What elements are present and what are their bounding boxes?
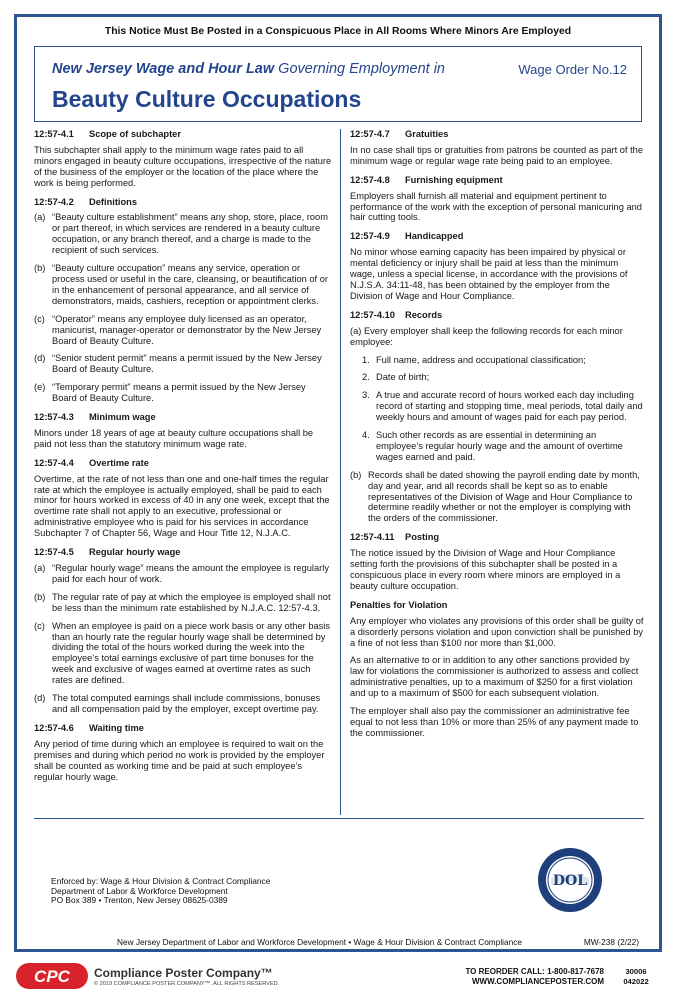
list-item <box>34 693 332 715</box>
list-item <box>362 390 644 423</box>
item-text: The regular rate of pay at which the employee is employed shall not be less than the minimum rate established by N.J.A.C. 12:57-4.3. <box>52 591 331 613</box>
section-title: Furnishing equipment <box>405 174 503 185</box>
section-minimum-wage <box>34 412 332 450</box>
section-scope <box>34 129 332 189</box>
enforced-by: Enforced by: Wage & Hour Division & Contract Compliance <box>51 876 271 886</box>
left-column <box>34 129 332 790</box>
list-item <box>34 382 332 404</box>
section-title: Posting <box>405 532 440 543</box>
section-text: No minor whose earning capacity has been impaired by physical or mental deficiency or injury shall be paid at less than the minimum wage, unless a special license, in accordance with the provisions of N.J.S.A. 34:11-48, has been obtained by the employer from the Division of Wage and Hour Compliance. <box>350 247 628 301</box>
list-item <box>34 563 332 585</box>
item-label: 4. <box>362 430 370 441</box>
section-number: 12:57-4.6 <box>34 722 74 733</box>
section-gratuities <box>350 129 644 167</box>
section-overtime-rate <box>34 458 332 539</box>
law-subtitle: Governing Employment in <box>274 61 445 77</box>
logo-text: CPC <box>34 967 70 986</box>
item-text: The total computed earnings shall include commissions, bonuses and all compensation paid by the employer, except overtime pay. <box>52 693 321 714</box>
item-label: (e) <box>34 382 46 393</box>
item-label: (b) <box>350 469 362 480</box>
section-number: 12:57-4.9 <box>350 231 390 242</box>
item-text: “Senior student permit” means a permit issued by the New Jersey Board of Beauty Culture. <box>52 353 322 375</box>
section-number: 12:57-4.3 <box>34 412 74 423</box>
section-text: (a) Every employer shall keep the following records for each minor employee: <box>350 325 623 347</box>
section-title: Waiting time <box>89 722 144 733</box>
section-definitions <box>34 197 332 405</box>
section-title: Regular hourly wage <box>89 547 181 558</box>
seal-text: DOL <box>552 873 588 889</box>
item-text: “Operator” means any employee duly licensed as an operator, manicurist, manager-operator or demonstrator by the New Jersey Board of Beauty Culture. <box>52 313 322 346</box>
sku-date: 042022 <box>623 977 649 986</box>
item-label: (d) <box>34 693 46 704</box>
copyright: © 2019 COMPLIANCE POSTER COMPANY™. ALL RIGHTS RESERVED. <box>94 981 280 987</box>
section-records <box>350 310 644 525</box>
list-item <box>362 430 644 463</box>
publisher-name: Compliance Poster Company™ <box>94 966 273 980</box>
section-text: This subchapter shall apply to the minimum wage rates paid to all minors engaged in beauty culture occupations, irrespective of the nature of the business of the employer or the location of the place where the work is being performed. <box>34 144 332 188</box>
wage-order-number: Wage Order No.12 <box>518 62 627 77</box>
list-item <box>362 372 644 383</box>
section-text: Any period of time during which an employee is required to wait on the premises and during which period no work is provided by the employer shall be counted as working time and be paid at such employee’s regular hourly wage. <box>34 738 325 782</box>
section-title: Penalties for Violation <box>350 599 448 610</box>
page-title: Beauty Culture Occupations <box>52 86 362 112</box>
item-label: 3. <box>362 390 370 401</box>
item-text: Full name, address and occupational classification; <box>376 354 586 365</box>
item-text: When an employee is paid on a piece work basis or any other basis than an hourly rate the regular hourly wage shall be determined by dividing the total of the hours worked during the week into the employee’s total earnings exclusive of part time bonuses for the week and exclusive of wages earned at overtime rates as such rates are defined. <box>52 620 331 686</box>
reorder-info <box>432 967 604 987</box>
section-number: 12:57-4.5 <box>34 547 74 558</box>
list-item <box>34 592 332 614</box>
section-furnishing-equipment <box>350 175 644 224</box>
section-text: As an alternative to or in addition to any other sanctions provided by law for violations the commissioner is authorized to assess and collect administrative penalties, up to a maximum of $250 for a first violation and up to a maximum of $500 for each subsequent violation. <box>350 655 639 699</box>
list-item <box>34 263 332 307</box>
section-title: Gratuities <box>405 129 449 139</box>
section-number: 12:57-4.10 <box>350 309 395 320</box>
section-penalties <box>350 600 644 739</box>
posting-notice: This Notice Must Be Posted in a Conspicuous Place in All Rooms Where Minors Are Employed <box>104 26 572 37</box>
address: PO Box 389 • Trenton, New Jersey 08625-0389 <box>51 895 228 906</box>
section-number: 12:57-4.7 <box>350 129 390 139</box>
title-box <box>34 46 642 122</box>
department: Department of Labor & Workforce Development <box>51 885 228 896</box>
section-waiting-time <box>34 723 332 783</box>
item-label: 2. <box>362 372 370 383</box>
form-number: MW-238 (2/22) <box>583 937 639 947</box>
section-text: Employers shall furnish all material and equipment pertinent to performance of the work with the exception of personal manicuring and hair cutting tools. <box>350 190 642 223</box>
cpc-logo-icon <box>16 963 88 989</box>
item-label: (c) <box>34 620 45 631</box>
section-number: 12:57-4.1 <box>34 129 74 139</box>
section-title: Records <box>405 309 443 320</box>
section-title: Scope of subchapter <box>89 129 181 139</box>
section-title: Overtime rate <box>89 457 149 468</box>
department-footer: New Jersey Department of Labor and Workforce Development • Wage & Hour Division & Contract Compliance <box>117 937 523 947</box>
list-item <box>34 353 332 375</box>
section-text: The notice issued by the Division of Wage and Hour Compliance setting forth the provisions of this subchapter shall be posted in a conspicuous place in every room where minors are employed in a beauty culture occupation. <box>350 548 621 591</box>
section-handicapped <box>350 231 644 301</box>
item-text: “Beauty culture occupation” means any service, operation or process used or useful in the care, cleansing, or beautification of or in the enhancement of personal appearance, and all service of demonstrators, maids, cashiers, reception or appointment clerks. <box>52 263 328 306</box>
section-title: Handicapped <box>405 231 464 242</box>
item-label: (b) <box>34 591 46 602</box>
column-divider <box>340 129 341 815</box>
item-label: (d) <box>34 353 46 364</box>
section-number: 12:57-4.4 <box>34 457 74 468</box>
product-code <box>614 967 658 987</box>
sku-number: 30006 <box>625 967 647 976</box>
list-item <box>362 355 644 366</box>
dol-seal-icon <box>537 847 603 913</box>
enforcement-info <box>51 877 270 906</box>
item-label: (a) <box>34 563 46 573</box>
reorder-phone: TO REORDER CALL: 1-800-817-7678 <box>465 967 604 976</box>
item-text: Records shall be dated showing the payroll ending date by month, day and year, and all records shall be kept so as to enable representatives of the Division of Wage and Hour Compliance to determine readily whether or not the employer is complying with the orders of the commissioner. <box>368 469 640 524</box>
item-label: (c) <box>34 313 45 324</box>
section-number: 12:57-4.2 <box>34 196 74 207</box>
item-text: “Regular hourly wage” means the amount the employee is regularly paid for each hour of work. <box>52 563 329 584</box>
item-label: 1. <box>362 354 370 365</box>
reorder-website: WWW.COMPLIANCEPOSTER.COM <box>472 977 604 986</box>
section-text: Any employer who violates any provisions of this order shall be guilty of a disorderly persons violation and upon conviction shall be punished by a fine of not less than $100 nor more than $1,000. <box>350 615 644 648</box>
section-text: Minors under 18 years of age at beauty culture occupations shall be paid not less than the statutory minimum wage rate. <box>34 427 314 449</box>
section-regular-hourly-wage <box>34 547 332 715</box>
publisher-bar <box>0 958 675 1000</box>
section-text: The employer shall also pay the commissioner an administrative fee equal to not less than 10% or more than 25% of any payment made to the commissioner. <box>350 706 639 738</box>
list-item <box>34 212 332 256</box>
item-text: Date of birth; <box>376 372 430 383</box>
section-text: In no case shall tips or gratuities from patrons be counted as part of the minimum wage or regular wage rate being paid to an employee. <box>350 144 644 166</box>
section-title: Definitions <box>89 196 138 207</box>
list-item <box>34 621 332 686</box>
section-number: 12:57-4.11 <box>350 532 395 543</box>
list-item <box>350 470 644 525</box>
item-text: “Beauty culture establishment” means any shop, store, place, room or part thereof, in which services are rendered in a beauty culture occupation, or any branch thereof, and a charge is made to the recipient of such services. <box>52 212 328 256</box>
item-label: (b) <box>34 263 46 274</box>
item-text: A true and accurate record of hours worked each day including record of starting and stopping time, meal periods, total daily and weekly hours and amount of wages paid for each pay period. <box>376 390 643 423</box>
law-line <box>52 61 445 77</box>
list-item <box>34 314 332 347</box>
poster-frame <box>14 14 662 952</box>
item-text: Such other records as are essential in determining an employee’s regular hourly wage and the amount of overtime wages earned and paid. <box>376 430 623 462</box>
footer-divider <box>34 818 644 819</box>
section-number: 12:57-4.8 <box>350 174 390 185</box>
law-name: New Jersey Wage and Hour Law <box>52 61 275 77</box>
section-text: Overtime, at the rate of not less than one and one-half times the regular rate at which the employee is actually employed, shall be paid to each minor for hours worked in excess of 40 in any one week, except that the overtime rate shall not apply to an executive, professional or administrative employee who is paid for his services in accordance Subchapter 7 of Chapter 56, Wage and Hour Title 12, N.J.A.C. <box>34 473 330 539</box>
right-column <box>350 129 644 747</box>
section-title: Minimum wage <box>89 412 156 423</box>
item-label: (a) <box>34 212 46 223</box>
item-text: “Temporary permit” means a permit issued by the New Jersey Board of Beauty Culture. <box>52 382 306 404</box>
section-posting <box>350 532 644 592</box>
